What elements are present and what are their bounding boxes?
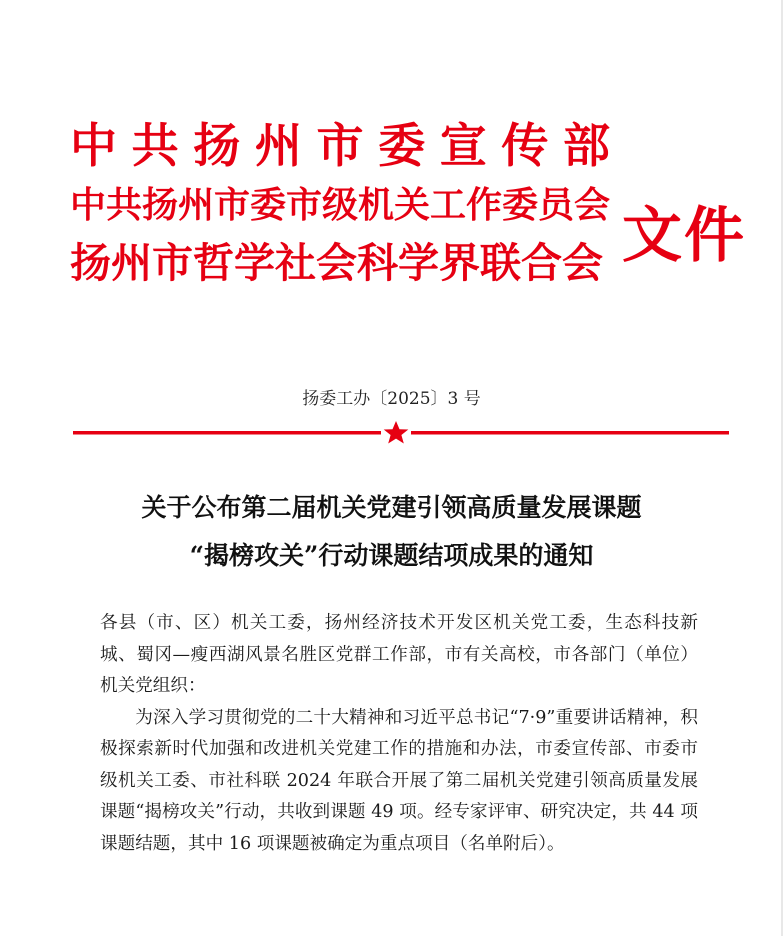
doc-type-label: 文件 — [622, 201, 746, 271]
issuer-3-text: 扬州市哲学社会科学界联合会 — [70, 239, 603, 287]
issuer-1-char: 中 — [70, 119, 117, 174]
issuer-1-char: 部 — [563, 119, 610, 174]
red-divider — [73, 420, 729, 444]
title-line-1: 关于公布第二届机关党建引领高质量发展课题 — [141, 493, 642, 522]
issuer-2-text: 中共扬州市委市级机关工作委员会 — [70, 184, 611, 226]
issuer-1-char: 市 — [316, 119, 364, 174]
divider-line-right — [411, 431, 729, 435]
star-icon — [384, 421, 409, 444]
issuer-line-1 — [70, 118, 610, 176]
issuer-1-char: 州 — [254, 119, 302, 174]
issuer-1-char: 宣 — [439, 119, 487, 174]
body-paragraph-1: 为深入学习贯彻党的二十大精神和习近平总书记“7·9”重要讲话精神，积极探索新时代加强和改进机关党建工作的措施和办法，市委宣传部、市委市级机关工委、市社科联 2024 年联合开展了第二届机关党建引领高质量发展课题“揭榜攻关”行动，共收到课题 49 项。经专家评审、研究决定，共 44 项课题结题，其中 16 项课题被确定为重点项目（名单附后）。 — [100, 707, 698, 854]
document-number: 扬委工办〔2025〕3 号 — [302, 389, 481, 409]
issuer-1-char: 共 — [131, 119, 179, 174]
divider-line-left — [73, 431, 381, 435]
notice-title — [0, 484, 783, 580]
issuer-1-char: 扬 — [193, 119, 241, 174]
issuer-line-2 — [70, 176, 610, 234]
issuer-block — [70, 118, 610, 292]
issuer-1-char: 传 — [501, 119, 549, 174]
salutation: 各县（市、区）机关工委，扬州经济技术开发区机关党工委，生态科技新城、蜀冈—瘦西湖风景名胜区党群工作部，市有关高校，市各部门（单位）机关党组织： — [100, 613, 698, 696]
issuer-line-3 — [70, 234, 610, 292]
title-line-2: “揭榜攻关”行动课题结项成果的通知 — [189, 541, 594, 570]
issuer-1-char: 委 — [378, 119, 426, 174]
issuer-1-text — [70, 118, 610, 176]
notice-body — [100, 608, 698, 860]
